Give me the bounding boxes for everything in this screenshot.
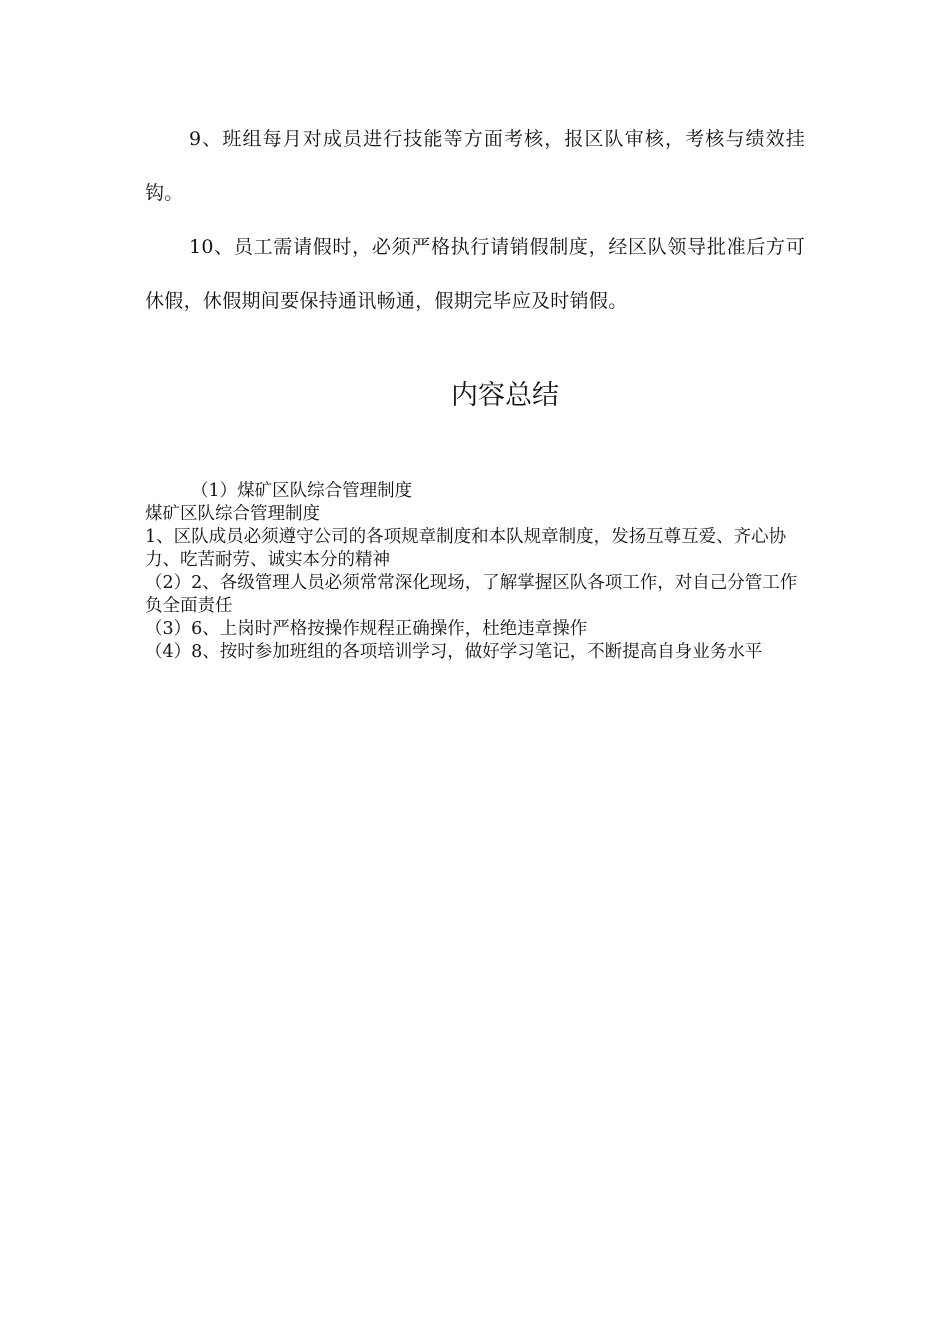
paragraph-item-10: 10、员工需请假时，必须严格执行请销假制度，经区队领导批准后方可休假，休假期间要保持通讯畅通，假期完毕应及时销假。 — [145, 236, 805, 312]
summary-line: 1、区队成员必须遵守公司的各项规章制度和本队规章制度，发扬互尊互爱、齐心协力、吃苦耐劳、诚实本分的精神 — [145, 527, 787, 570]
summary-line: （2）2、各级管理人员必须常常深化现场，了解掌握区队各项工作，对自己分管工作负全面责任 — [145, 573, 798, 616]
body-text — [145, 112, 805, 328]
summary-line: （1）煤矿区队综合管理制度 — [191, 481, 413, 501]
summary-line: （3）6、上岗时严格按操作规程正确操作，杜绝违章操作 — [145, 619, 588, 639]
summary-line: （4）8、按时参加班组的各项培训学习，做好学习笔记，不断提高自身业务水平 — [145, 642, 763, 662]
summary-list — [145, 480, 805, 664]
summary-title: 内容总结 — [451, 380, 559, 411]
summary-line: 煤矿区队综合管理制度 — [145, 504, 320, 524]
paragraph-item-9: 9、班组每月对成员进行技能等方面考核，报区队审核，考核与绩效挂钩。 — [145, 128, 805, 204]
